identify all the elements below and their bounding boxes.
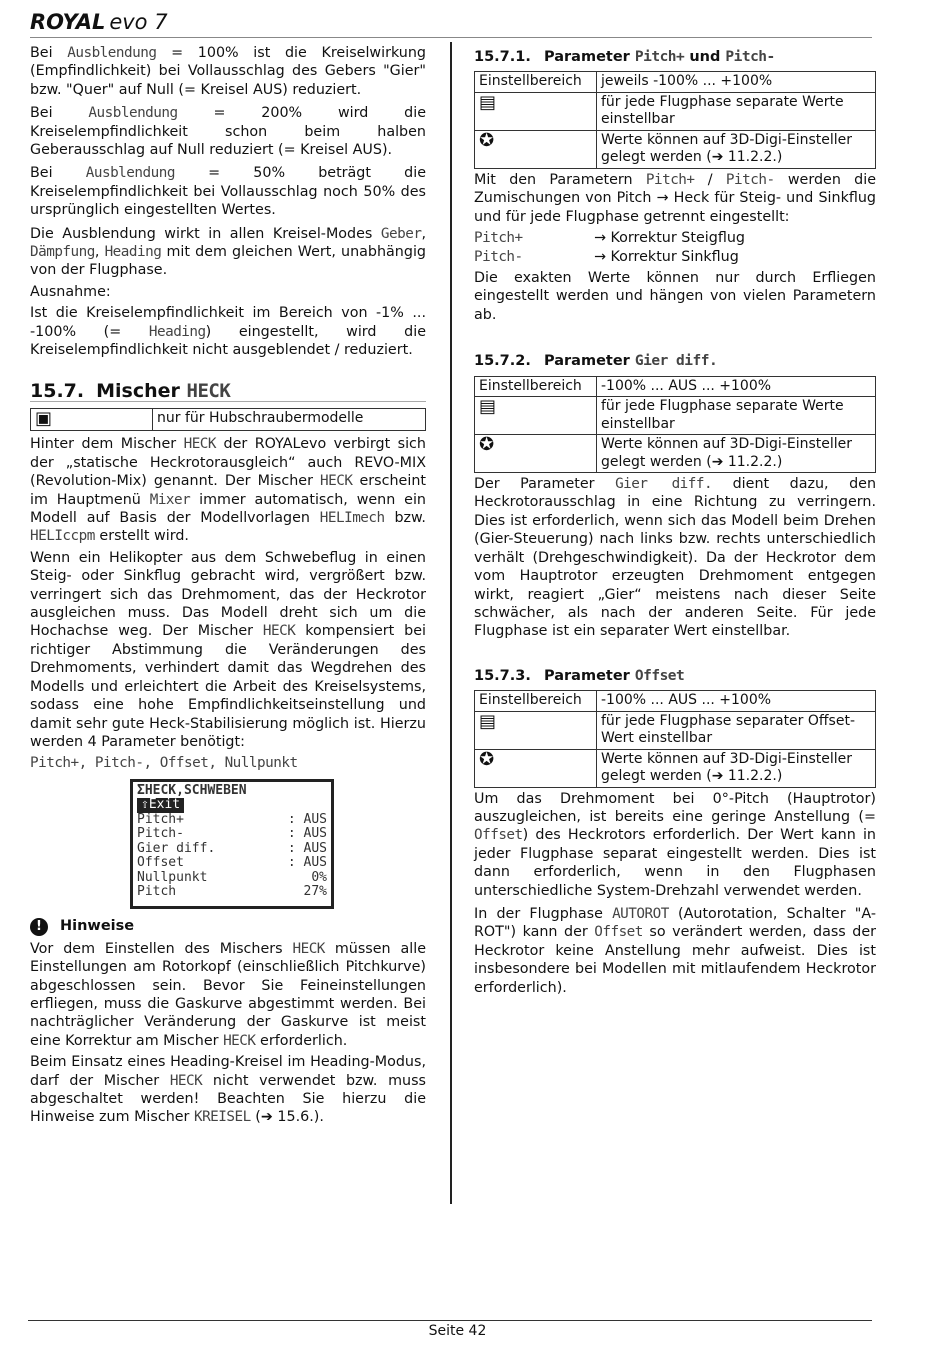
phase-text: für jede Flugphase separater Offset-Wert einstellbar (597, 711, 876, 749)
section-heading (30, 379, 426, 402)
text-run: = 100% ist die Kreiselwirkung (Empfindlichkeit) bei Vollausschlag des Gebers "Gier" bzw. "Quer" auf Null (= Kreisel AUS) reduziert. (30, 45, 426, 98)
lcd-screen (130, 779, 334, 909)
text-run: Die Ausblendung wirkt in allen Kreisel-Modes (30, 225, 381, 242)
range-value: -100% ... AUS ... +100% (597, 691, 876, 712)
subsection-title: Parameter (544, 353, 635, 370)
menu-term: HECK (292, 940, 325, 957)
menu-term: Ausblendung (88, 105, 178, 122)
paragraph (30, 304, 426, 359)
subsection-mono: Offset (634, 667, 685, 684)
menu-term: Heading (104, 244, 162, 261)
menu-term: Ausblendung (85, 165, 175, 182)
text-run: Mit den Parametern (474, 171, 646, 188)
subsection-heading (474, 352, 876, 370)
left-column (30, 44, 426, 1132)
text-run: Bei (30, 45, 68, 61)
subsection-title: Parameter (544, 667, 635, 684)
text-run: ) des Heckrotors erforderlich. Der Wert kann in jeder Flugphase separat eingestellt werden. Dies ist dann erforderlich, wenn in den Flugphasen unterschiedliche System-Drehzahl verwendet werden. (474, 827, 876, 899)
paragraph (474, 905, 876, 997)
text-run: / (694, 171, 726, 188)
right-column (474, 44, 876, 1002)
lcd-row-value: : AUS (287, 811, 327, 827)
text-run: immer automatisch, wenn ein Modell auf Basis der Modellvorlagen (30, 491, 426, 527)
param-desc: → Korrektur Steigflug (594, 230, 745, 247)
paragraph (30, 940, 426, 1050)
note-heading (30, 917, 426, 936)
lcd-row-label: Pitch+ (137, 811, 184, 827)
text-run: so verändert werden, dass der Heckrotor keine Anstellung mehr aufweist. Dies ist insbesondere bei Modellen mit mitlaufendem Heckrotor erforderlich). (474, 924, 876, 996)
text-run: (➔ 15.6.). (250, 1109, 324, 1126)
subsection-heading (474, 48, 876, 66)
phase-text: für jede Flugphase separate Werte einstellbar (597, 397, 876, 435)
digi-adjuster-icon: ✪ (479, 129, 495, 151)
menu-term: Pitch- (725, 171, 775, 188)
text-run: werden die Zumischungen von Pitch → Heck für Steig- und Sinkflug und für jede Flugphase getrennt eingestellt: (474, 171, 877, 225)
range-label: Einstellbereich (475, 691, 597, 712)
section-title-mono: HECK (186, 379, 231, 402)
param-table (474, 376, 876, 474)
paragraph (30, 164, 426, 219)
menu-term: Pitch+ (645, 171, 695, 188)
param-row (474, 229, 876, 247)
lcd-row-label: Gier diff. (137, 840, 216, 856)
subsection-heading (474, 667, 876, 685)
footer-rule (28, 1320, 872, 1321)
text-run: Die exakten Werte können nur durch Erfliegen eingestellt werden und hängen von vielen Parametern ab. (474, 269, 876, 323)
paragraph (30, 435, 426, 545)
text-run: (Autorotation, Schalter "A-ROT") kann der (474, 906, 876, 941)
lcd-row (137, 827, 327, 842)
param-key: Pitch- (474, 248, 523, 265)
text-run: Beim Einsatz eines Heading-Kreisel im Heading-Modus, darf der Mischer (30, 1054, 426, 1089)
menu-term: Gier diff. (615, 476, 713, 493)
menu-term: Dämpfung (30, 244, 95, 261)
lcd-row-label: Nullpunkt (137, 869, 208, 885)
text-run: erforderlich. (255, 1032, 348, 1049)
subsection-number: 15.7.1. (474, 49, 531, 65)
subsection-title: Parameter (544, 49, 635, 65)
text-run: Um das Drehmoment bei 0°-Pitch (Hauptrotor) auszugleichen, ist bereits eine geringe Anstellung (= (474, 790, 876, 826)
text-run: ) eingestellt, wird die Kreiselempfindlichkeit nicht ausgeblendet / reduziert. (30, 323, 426, 359)
menu-term: KREISEL (193, 1109, 251, 1126)
paragraph (474, 171, 876, 226)
subsection-number: 15.7.3. (474, 667, 531, 684)
brand-royal: ROYAL (30, 10, 106, 34)
paragraph (30, 104, 426, 159)
note-title: Hinweise (60, 917, 135, 934)
subsection-mono: Gier diff. (634, 353, 718, 370)
text-run: = 50% beträgt die Kreiselempfindlichkeit bei Vollausschlag noch 50% des ursprünglich eingestellten Wertes. (30, 165, 426, 219)
helicopter-icon: ▣ (35, 407, 53, 429)
text-run: Hinter dem Mischer (30, 436, 184, 453)
lcd-row-label: Pitch (137, 884, 177, 900)
range-label: Einstellbereich (475, 376, 597, 397)
lcd-row (137, 871, 327, 886)
paragraph (30, 1053, 426, 1127)
text-run: Ausnahme: (30, 283, 111, 300)
menu-term: Geber (380, 225, 422, 242)
subsection-number: 15.7.2. (474, 353, 531, 370)
menu-term: Offset (474, 827, 523, 844)
parameter-list (30, 754, 426, 772)
heli-note-table (30, 408, 426, 432)
text-run: Wenn ein Helikopter aus dem Schwebeflug in einen Steig- oder Sinkflug gebracht wird, vergrößert bzw. verringert sich das Drehmoment, das der Heckrotor ausgleichen muss. Das Modell dreht sich um die Hochachse weg. Der Mischer (30, 549, 426, 640)
menu-term: Ausblendung (67, 45, 157, 61)
range-value: jeweils -100% ... +100% (597, 72, 876, 93)
text-run: Bei (30, 105, 89, 122)
menu-term: Heading (148, 323, 206, 340)
paragraph (30, 225, 426, 280)
text-run: , (421, 225, 426, 242)
menu-term: HECK (183, 436, 217, 453)
menu-term: Mixer (149, 491, 191, 508)
param-table (474, 71, 876, 169)
param-key: Pitch+ (474, 230, 523, 247)
param-table (474, 690, 876, 788)
phase-text: für jede Flugphase separate Werte einstellbar (597, 92, 876, 130)
lcd-exit: ⇧Exit (137, 798, 184, 813)
digi-adjuster-icon: ✪ (479, 434, 495, 456)
brand-model: evo 7 (109, 10, 168, 34)
text-run: dient dazu, den Heckrotorausschlag in eine Richtung zu verringern. Dies ist erforderlich, wenn sich das Modell beim Drehen (Gier-Steuerung) nach links bzw. rechts unterschiedlich verhält (Drehgeschwindigkeit). Da der Heckrotor dem vom Hauptrotor erzeugten Drehmoment entgegen wirkt, reagiert „Gier“ meistens nach dieser Seite schwächer, als nach der anderen Seite. Für jede Flugphase ist ein separater Wert einstellbar. (474, 476, 876, 640)
menu-term: HECK (262, 623, 296, 640)
section-number: 15.7. (30, 379, 85, 402)
heli-icon-cell (31, 408, 153, 431)
header-rule (30, 37, 872, 38)
paragraph (474, 475, 876, 641)
text-run: erstellt wird. (94, 528, 189, 545)
text-run: mit dem gleichen Wert, unabhängig von der Flugphase. (30, 244, 426, 279)
heli-note: nur für Hubschraubermodelle (153, 408, 426, 431)
page-number: Seite 42 (428, 1323, 487, 1339)
paragraph (30, 44, 426, 99)
section-title: Mischer (96, 379, 180, 402)
flight-phase-icon: ▤ (479, 396, 497, 418)
text-run: bzw. (384, 510, 426, 527)
menu-term: Offset (594, 924, 643, 941)
brand-header (30, 10, 168, 34)
text-run: In der Flugphase (474, 906, 613, 923)
menu-term: Pitch+, Pitch-, Offset, Nullpunkt (30, 755, 298, 772)
digi-text: Werte können auf 3D-Digi-Einsteller gelegt werden (➔ 11.2.2.) (597, 749, 876, 787)
text-run: Vor dem Einstellen des Mischers (30, 940, 293, 957)
lcd-title: ΣHECK,SCHWEBEN (137, 782, 247, 798)
lcd-rows (137, 813, 327, 900)
paragraph (474, 269, 876, 324)
subsection-mono: Pitch+ (634, 49, 685, 65)
paragraph (30, 549, 426, 751)
text-run: , (94, 244, 105, 261)
info-icon: ! (30, 918, 48, 936)
text-run: erscheint im Hauptmenü (30, 473, 426, 508)
lcd-row-value: : AUS (287, 840, 327, 856)
lcd-row-value: 27% (303, 884, 327, 900)
param-row (474, 248, 876, 266)
subsection-mono: Pitch- (725, 49, 775, 65)
flight-phase-icon: ▤ (479, 91, 497, 113)
range-value: -100% ... AUS ... +100% (597, 376, 876, 397)
lcd-row-value: : AUS (287, 826, 327, 842)
text-run: kompensiert bei richtiger Abstimmung die Veränderungen des Drehmoments, verhindert damit das Wegdrehen des Modells und erleichtert die Arbeit des Kreiselsystems, sodass eine hohe Empfindlichkeitseinstellung und damit sehr gute Heck-Stabilisierung möglich ist. Hierzu werden 4 Parameter benötigt: (30, 623, 426, 750)
column-divider (450, 42, 452, 1204)
lcd-row (137, 813, 327, 828)
menu-term: HECK (223, 1032, 256, 1049)
lcd-row (137, 842, 327, 857)
paragraph (474, 790, 876, 900)
menu-term: HECK (320, 473, 353, 490)
text-run: Der Parameter (474, 476, 616, 493)
flight-phase-icon: ▤ (479, 710, 497, 732)
menu-term: HELImech (319, 510, 385, 527)
lcd-row (137, 856, 327, 871)
text-run: = 200% wird die Kreiselempfindlichkeit schon beim halben Geberausschlag auf Null reduziert (= Kreisel AUS). (30, 105, 427, 159)
digi-adjuster-icon: ✪ (479, 748, 495, 770)
digi-text: Werte können auf 3D-Digi-Einsteller gelegt werden (➔ 11.2.2.) (597, 435, 876, 473)
menu-term: HELIccpm (30, 528, 95, 545)
subsection-and: und (684, 49, 726, 65)
paragraph (30, 283, 426, 301)
range-label: Einstellbereich (475, 72, 597, 93)
digi-text: Werte können auf 3D-Digi-Einsteller gelegt werden (➔ 11.2.2.) (597, 130, 876, 168)
text-run: Bei (30, 165, 86, 182)
text-run: der ROYALevo verbirgt sich der „statische Heckrotorausgleich“ auch REVO-MIX (Revolution-Mix) genannt. Der Mischer (30, 436, 426, 490)
menu-term: AUTOROT (612, 906, 669, 923)
text-run: müssen alle Einstellungen am Rotorkopf (einschließlich Pitchkurve) abgeschlossen sein. Bevor Sie Feineinstellungen erfliegen, muss die Gaskurve abgestimmt werden. Bei nachträglicher Veränderung der Gaskurve ist meist eine Korrektur am Mischer (30, 940, 426, 1049)
lcd-row-value: 0% (311, 869, 327, 885)
lcd-row (137, 885, 327, 900)
param-desc: → Korrektur Sinkflug (594, 248, 739, 265)
lcd-row-label: Pitch- (137, 826, 184, 842)
lcd-row-value: : AUS (287, 855, 327, 871)
lcd-row-label: Offset (137, 855, 184, 871)
text-run: Ist die Kreiselempfindlichkeit im Bereich von -1% ... -100% (= (30, 305, 426, 340)
menu-term: HECK (169, 1072, 203, 1089)
text-run: nicht verwendet bzw. muss abgeschaltet werden! Beachten Sie hierzu die Hinweise zum Mischer (30, 1072, 427, 1126)
